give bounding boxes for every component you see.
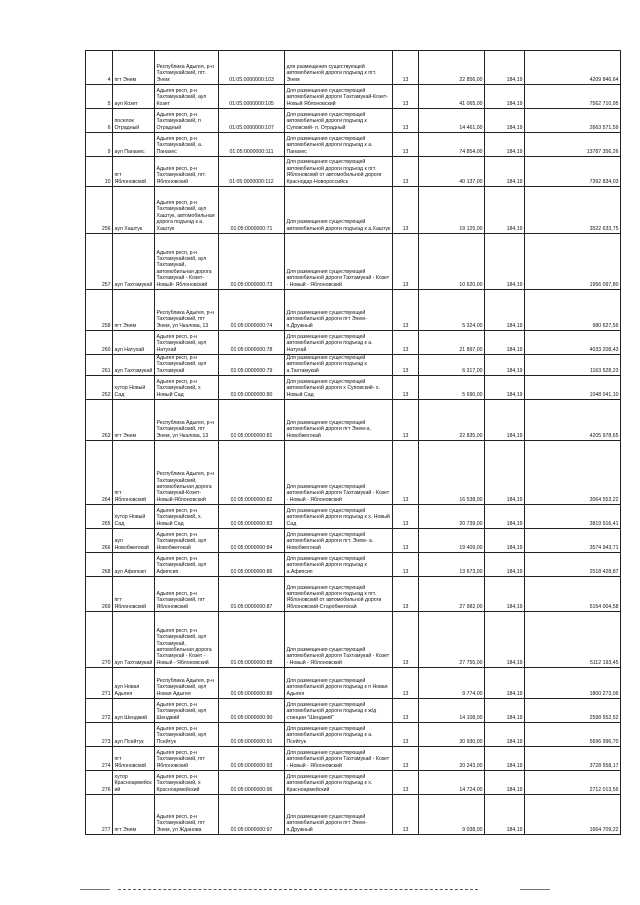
address-cell: Адыгея респ, р-н Тахтамукайский, х. Новый Сад xyxy=(155,505,219,529)
locality-cell: пгт Яблоновский xyxy=(113,157,155,187)
cadastral-number-cell: 01:05:0000000:73 xyxy=(219,234,285,290)
address-cell: Адыгея респ, р-н Тахтамукайский, пгт Яблоновский xyxy=(155,747,219,771)
category-code-cell: 13 xyxy=(393,723,419,747)
area-cell: 6 317,00 xyxy=(419,355,485,376)
cadastral-cost-cell: 5112 193,45 xyxy=(525,612,621,668)
cadastral-number-cell: 01:05:0000000:86 xyxy=(219,553,285,577)
cadastral-cost-cell: 1800 273,06 xyxy=(525,668,621,699)
purpose-cell: Для размещения существующей автомобильной дороги подъезд к а.Тахтамукай xyxy=(285,355,393,376)
cadastral-number-cell: 01:05:0000000:82 xyxy=(219,441,285,505)
category-code-cell: 13 xyxy=(393,795,419,835)
address-cell: Адыгея респ, р-н Тахтамукайский, х Красноармейский xyxy=(155,771,219,795)
cadastral-number-cell: 01:05:0000000:81 xyxy=(219,400,285,441)
purpose-cell: Для размещения существующей автомобильной дороги пгт Энем-п.Дружный xyxy=(285,290,393,331)
locality-cell: аул Афипсип xyxy=(113,553,155,577)
locality-cell: аул Натухай xyxy=(113,331,155,355)
rate-cell: 184,19 xyxy=(485,234,525,290)
rate-cell: 184,19 xyxy=(485,51,525,85)
category-code-cell: 13 xyxy=(393,699,419,723)
area-cell: 74 854,00 xyxy=(419,133,485,157)
category-code-cell: 13 xyxy=(393,331,419,355)
cadastral-cost-cell: 5696 996,70 xyxy=(525,723,621,747)
purpose-cell: Для размещения существующей автомобильной дороги подъезд к пгт. Яблоновский от автомобильной дороги Яблоновский-Старобжегокай xyxy=(285,577,393,612)
category-code-cell: 13 xyxy=(393,85,419,109)
cadastral-cost-cell: 7392 834,03 xyxy=(525,157,621,187)
category-code-cell: 13 xyxy=(393,133,419,157)
category-code-cell: 13 xyxy=(393,157,419,187)
table-row xyxy=(86,795,621,835)
cadastral-cost-cell: 3064 553,22 xyxy=(525,441,621,505)
locality-cell: аул Тахтамукай xyxy=(113,355,155,376)
cadastral-cost-cell: 4033 208,43 xyxy=(525,331,621,355)
category-code-cell: 13 xyxy=(393,441,419,505)
row-number-cell: 261 xyxy=(86,355,113,376)
locality-cell: хутор Новый Сад xyxy=(113,505,155,529)
cadastral-cost-cell: 7562 710,95 xyxy=(525,85,621,109)
locality-cell: аул Хаштук xyxy=(113,187,155,234)
purpose-cell: Для размещения существующей автомобильной дороги подъезд к п Новая Адыгея xyxy=(285,668,393,699)
table-row xyxy=(86,187,621,234)
table-row xyxy=(86,668,621,699)
rate-cell: 184,19 xyxy=(485,577,525,612)
row-number-cell: 268 xyxy=(86,553,113,577)
area-cell: 41 065,00 xyxy=(419,85,485,109)
cadastral-number-cell: 01:05:0000000:112 xyxy=(219,157,285,187)
purpose-cell: Для размещения существующей автомобильной дороги подъезд к а. Натухай xyxy=(285,331,393,355)
area-cell: 14 724,00 xyxy=(419,771,485,795)
purpose-cell: Для размещения существующей автомобильной дороги Тахтамукай - Козет - Новый - Яблоновский xyxy=(285,234,393,290)
row-number-cell: 260 xyxy=(86,331,113,355)
purpose-cell: Для размещения существующей автомобильной дороги подъезд к х. Красноармейский xyxy=(285,771,393,795)
purpose-cell: Для размещения существующей автомобильной дороги подъезд к Суповский- п. Отрадный xyxy=(285,109,393,133)
address-cell: Адыгея респ, р-н Тахтамукайский, аул Новобжегокай xyxy=(155,529,219,553)
purpose-cell: Для размещения существующей автомобильной дороги подъезд к х. Новый Сад xyxy=(285,505,393,529)
address-cell: Адыгея респ, р-н Тахтамукайский, аул Тахтамукай, автомобильная дорога Тахтамукай - Козет- Новый- Яблоновский xyxy=(155,234,219,290)
locality-cell: аул Псейтук xyxy=(113,723,155,747)
address-cell: Адыгея респ, р-н Тахтамукайский, аул Хаштук, автомобильная дорога подъезд к а. Хаштук xyxy=(155,187,219,234)
area-cell: 16 538,00 xyxy=(419,441,485,505)
row-number-cell: 270 xyxy=(86,612,113,668)
rate-cell: 184,19 xyxy=(485,723,525,747)
locality-cell: пгт Энем xyxy=(113,400,155,441)
rate-cell: 184,19 xyxy=(485,441,525,505)
locality-cell: поселок Отрадный xyxy=(113,109,155,133)
category-code-cell: 13 xyxy=(393,290,419,331)
cadastral-number-cell: 01:05:0000000:103 xyxy=(219,51,285,85)
cadastral-number-cell: 01:05:0000000:83 xyxy=(219,505,285,529)
table-row xyxy=(86,109,621,133)
cadastral-number-cell: 01:05:0000000:79 xyxy=(219,355,285,376)
row-number-cell: 256 xyxy=(86,187,113,234)
rate-cell: 184,19 xyxy=(485,355,525,376)
row-number-cell: 276 xyxy=(86,771,113,795)
category-code-cell: 13 xyxy=(393,505,419,529)
row-number-cell: 258 xyxy=(86,290,113,331)
locality-cell: аул Новая Адыгея xyxy=(113,668,155,699)
row-number-cell: 266 xyxy=(86,529,113,553)
area-cell: 13 673,00 xyxy=(419,553,485,577)
cadastral-cost-cell: 3574 943,71 xyxy=(525,529,621,553)
cadastral-cost-cell: 1664 709,22 xyxy=(525,795,621,835)
cadastral-cost-cell: 2598 552,52 xyxy=(525,699,621,723)
cadastral-cost-cell: 3522 633,75 xyxy=(525,187,621,234)
address-cell: Республика Адыгея, р-н Тахтамукайский, аул Новая Адыгея xyxy=(155,668,219,699)
cadastral-cost-cell: 5154 004,58 xyxy=(525,577,621,612)
address-cell: Республика Адыгея, р-н Тахтамукайский, пгт Энем, ул Чкалова, 13 xyxy=(155,290,219,331)
purpose-cell: Для размещения существующей автомобильной дороги пгт Энем-а. Новобжегокай xyxy=(285,400,393,441)
category-code-cell: 13 xyxy=(393,51,419,85)
area-cell: 9 038,00 xyxy=(419,795,485,835)
purpose-cell: Для размещения существующей автомобильной дороги подъезд к а. Псейтук xyxy=(285,723,393,747)
cadastral-cost-cell: 3728 558,17 xyxy=(525,747,621,771)
table-row xyxy=(86,290,621,331)
cadastral-cost-cell: 2712 013,56 xyxy=(525,771,621,795)
rate-cell: 184,19 xyxy=(485,109,525,133)
rate-cell: 184,19 xyxy=(485,290,525,331)
category-code-cell: 13 xyxy=(393,355,419,376)
row-number-cell: 265 xyxy=(86,505,113,529)
purpose-cell: Для размещения существующей автомобильной дороги подъезд к а.Афипсип xyxy=(285,553,393,577)
locality-cell: пгт Яблоновский xyxy=(113,747,155,771)
cadastral-cost-cell: 3819 916,41 xyxy=(525,505,621,529)
table-row xyxy=(86,441,621,505)
cadastral-cost-cell: 1956 097,80 xyxy=(525,234,621,290)
row-number-cell: 277 xyxy=(86,795,113,835)
cadastral-cost-cell: 4209 846,64 xyxy=(525,51,621,85)
area-cell: 5 690,00 xyxy=(419,376,485,400)
table-body xyxy=(86,51,621,835)
cadastral-number-cell: 01:05:0000000:89 xyxy=(219,668,285,699)
table-row xyxy=(86,331,621,355)
locality-cell: аул Тахтамукай xyxy=(113,234,155,290)
cadastral-number-cell: 01:05:0000000:80 xyxy=(219,376,285,400)
row-number-cell: 272 xyxy=(86,699,113,723)
cadastral-cost-cell: 2518 428,87 xyxy=(525,553,621,577)
rate-cell: 184,19 xyxy=(485,747,525,771)
cadastral-number-cell: 01:05:0000000:97 xyxy=(219,795,285,835)
purpose-cell: Для размещения существующей автомобильной дороги пгт Энем-п.Дружный xyxy=(285,795,393,835)
purpose-cell: Для размещения существующей автомобильной дороги подъезд к пгт. Яблоновский от автомобильной дороги Краснодар-Новороссийск xyxy=(285,157,393,187)
row-number-cell: 257 xyxy=(86,234,113,290)
cadastral-number-cell: 01:05:0000000:111 xyxy=(219,133,285,157)
category-code-cell: 13 xyxy=(393,529,419,553)
cadastral-number-cell: 01:05:0000000:96 xyxy=(219,771,285,795)
table-row xyxy=(86,723,621,747)
area-cell: 22 856,00 xyxy=(419,51,485,85)
footer-mark-right xyxy=(520,889,550,890)
cadastral-number-cell: 01:05:0000000:87 xyxy=(219,577,285,612)
rate-cell: 184,19 xyxy=(485,529,525,553)
category-code-cell: 13 xyxy=(393,747,419,771)
area-cell: 21 897,00 xyxy=(419,331,485,355)
purpose-cell: Для размещения существующей автомобильной дороги пгт. Энем- а. Новобжегокай xyxy=(285,529,393,553)
address-cell: Адыгея респ, р-н Тахтамукайский, аул Афипсип xyxy=(155,553,219,577)
address-cell: Республика Адыгея, р-н Тахтамукайский, автомобильная дорога Тахтамукай-Козет-Новый-Яблоновский xyxy=(155,441,219,505)
category-code-cell: 13 xyxy=(393,187,419,234)
purpose-cell: Для размещения существующей автомобильной дороги Тахтамукай - Козет - Новый - Яблоновский xyxy=(285,747,393,771)
rate-cell: 184,19 xyxy=(485,505,525,529)
locality-cell: пгт Яблоновский xyxy=(113,577,155,612)
locality-cell: пгт Энем xyxy=(113,795,155,835)
table-row xyxy=(86,747,621,771)
area-cell: 20 243,00 xyxy=(419,747,485,771)
land-plots-table xyxy=(85,50,621,835)
table-row xyxy=(86,553,621,577)
table-row xyxy=(86,376,621,400)
locality-cell: аул Шенджий xyxy=(113,699,155,723)
locality-cell: аул Тахтамукай xyxy=(113,612,155,668)
footer-mark-left xyxy=(80,889,110,890)
area-cell: 14 108,00 xyxy=(419,699,485,723)
category-code-cell: 13 xyxy=(393,376,419,400)
rate-cell: 184,19 xyxy=(485,331,525,355)
cadastral-number-cell: 01:05:0000000:107 xyxy=(219,109,285,133)
area-cell: 9 774,00 xyxy=(419,668,485,699)
address-cell: Адыгея респ, р-н Тахтамукайский, пгт Энем, ул Жданова xyxy=(155,795,219,835)
table-row xyxy=(86,355,621,376)
footer-divider xyxy=(118,889,478,890)
cadastral-number-cell: 01:05:0000000:90 xyxy=(219,699,285,723)
area-cell: 27 755,00 xyxy=(419,612,485,668)
locality-cell: пгт Яблоновский xyxy=(113,441,155,505)
rate-cell: 184,19 xyxy=(485,612,525,668)
table-row xyxy=(86,51,621,85)
address-cell: Адыгея респ, р-н Тахтамукайский, аул Натухай xyxy=(155,331,219,355)
cadastral-cost-cell: 1048 041,10 xyxy=(525,376,621,400)
row-number-cell: 10 xyxy=(86,157,113,187)
address-cell: Адыгея респ, р-н Тахтамукайский, пгт Яблоновский xyxy=(155,577,219,612)
cadastral-number-cell: 01:05:0000000:88 xyxy=(219,612,285,668)
purpose-cell: Для размещения существующей автомобильной дороги подъезд к ж/д станции "Шенджий" xyxy=(285,699,393,723)
rate-cell: 184,19 xyxy=(485,795,525,835)
locality-cell: пгт Энем xyxy=(113,290,155,331)
table-row xyxy=(86,577,621,612)
rate-cell: 184,19 xyxy=(485,85,525,109)
table-row xyxy=(86,85,621,109)
address-cell: Адыгея респ, р-н Тахтамукайский, а. Панахес xyxy=(155,133,219,157)
cadastral-cost-cell: 1163 528,23 xyxy=(525,355,621,376)
address-cell: Адыгея респ, р-н Тахтамукайский, аул Тахтамукай xyxy=(155,355,219,376)
purpose-cell: Для размещения существующей автомобильной дороги Тахтамукай-Козет-Новый Яблоновский xyxy=(285,85,393,109)
rate-cell: 184,19 xyxy=(485,400,525,441)
category-code-cell: 13 xyxy=(393,400,419,441)
row-number-cell: 6 xyxy=(86,109,113,133)
rate-cell: 184,19 xyxy=(485,187,525,234)
cadastral-number-cell: 01:05:0000000:93 xyxy=(219,747,285,771)
locality-cell: аул Козет xyxy=(113,85,155,109)
table-row xyxy=(86,529,621,553)
row-number-cell: 5 xyxy=(86,85,113,109)
category-code-cell: 13 xyxy=(393,612,419,668)
category-code-cell: 13 xyxy=(393,668,419,699)
row-number-cell: 273 xyxy=(86,723,113,747)
address-cell: Адыгея респ, р-н Тахтамукайский, аул Тахтамукай, автомобильная дорога Тахтамукай - Козет - Новый - Яблоновский xyxy=(155,612,219,668)
area-cell: 22 835,00 xyxy=(419,400,485,441)
table-row xyxy=(86,400,621,441)
locality-cell: хутор Новый Сад xyxy=(113,376,155,400)
table-row xyxy=(86,699,621,723)
cadastral-cost-cell: 13787 356,26 xyxy=(525,133,621,157)
area-cell: 14 461,00 xyxy=(419,109,485,133)
area-cell: 40 137,00 xyxy=(419,157,485,187)
locality-cell: аул Панахес xyxy=(113,133,155,157)
row-number-cell: 262 xyxy=(86,376,113,400)
table-row xyxy=(86,234,621,290)
address-cell: Адыгея респ, р-н Тахтамукайский, х Новый Сад xyxy=(155,376,219,400)
table-row xyxy=(86,771,621,795)
row-number-cell: 271 xyxy=(86,668,113,699)
rate-cell: 184,19 xyxy=(485,771,525,795)
cadastral-cost-cell: 4205 978,65 xyxy=(525,400,621,441)
row-number-cell: 9 xyxy=(86,133,113,157)
cadastral-number-cell: 01:05:0000000:91 xyxy=(219,723,285,747)
row-number-cell: 269 xyxy=(86,577,113,612)
address-cell: Адыгея респ, р-н Тахтамукайский, аул Козет xyxy=(155,85,219,109)
cadastral-cost-cell: 2663 571,59 xyxy=(525,109,621,133)
row-number-cell: 274 xyxy=(86,747,113,771)
rate-cell: 184,19 xyxy=(485,668,525,699)
table-row xyxy=(86,157,621,187)
area-cell: 27 982,00 xyxy=(419,577,485,612)
rate-cell: 184,19 xyxy=(485,157,525,187)
purpose-cell: Для размещения существующей автомобильной дороги х Суповский- х. Новый Сад xyxy=(285,376,393,400)
rate-cell: 184,19 xyxy=(485,376,525,400)
address-cell: Адыгея респ, р-н Тахтамукайский, аул Шенджий xyxy=(155,699,219,723)
cadastral-number-cell: 01:05:0000000:71 xyxy=(219,187,285,234)
purpose-cell: Для размещения существующей автомобильной дороги подъезд к а.Хаштук xyxy=(285,187,393,234)
area-cell: 19 409,00 xyxy=(419,529,485,553)
purpose-cell: Для размещения существующей автомобильной дороги подъезд к а. Панахес xyxy=(285,133,393,157)
purpose-cell: Для размещения существующей автомобильной дороги Тахтамукай - Козет - Новый - Яблоновский xyxy=(285,612,393,668)
address-cell: Республика Адыгея, р-н Тахтамукайский, пгт Энем, ул Чкалова, 13 xyxy=(155,400,219,441)
rate-cell: 184,19 xyxy=(485,133,525,157)
address-cell: Адыгея респ, р-н Тахтамукайский, аул Псейтук xyxy=(155,723,219,747)
cadastral-number-cell: 01:05:0000000:84 xyxy=(219,529,285,553)
table-row xyxy=(86,505,621,529)
address-cell: Адыгея респ, р-н Тахтамукайский, пгт. Яблоновский xyxy=(155,157,219,187)
area-cell: 30 930,00 xyxy=(419,723,485,747)
area-cell: 20 739,00 xyxy=(419,505,485,529)
category-code-cell: 13 xyxy=(393,577,419,612)
row-number-cell: 264 xyxy=(86,441,113,505)
area-cell: 10 620,00 xyxy=(419,234,485,290)
locality-cell: аул Новобжегокай xyxy=(113,529,155,553)
rate-cell: 184,19 xyxy=(485,699,525,723)
cadastral-number-cell: 01:05:0000000:74 xyxy=(219,290,285,331)
category-code-cell: 13 xyxy=(393,553,419,577)
locality-cell: пгт Энем xyxy=(113,51,155,85)
cadastral-number-cell: 01:05:0000000:105 xyxy=(219,85,285,109)
category-code-cell: 13 xyxy=(393,109,419,133)
cadastral-cost-cell: 980 627,56 xyxy=(525,290,621,331)
area-cell: 19 125,00 xyxy=(419,187,485,234)
table-row xyxy=(86,133,621,157)
category-code-cell: 13 xyxy=(393,771,419,795)
rate-cell: 184,19 xyxy=(485,553,525,577)
purpose-cell: Для размещения существующей автомобильной дороги Тахтамукай - Козет - Новый - Яблоновский xyxy=(285,441,393,505)
locality-cell: хутор Красноармейский xyxy=(113,771,155,795)
table-row xyxy=(86,612,621,668)
address-cell: Республика Адыгея, р-н Тахтамукайский, пгт. Энем xyxy=(155,51,219,85)
address-cell: Адыгея респ, р-н Тахтамукайский, п Отрадный xyxy=(155,109,219,133)
row-number-cell: 4 xyxy=(86,51,113,85)
purpose-cell: для размещения существующей автомобильной дороги подъезд к пгт. Энем xyxy=(285,51,393,85)
row-number-cell: 263 xyxy=(86,400,113,441)
category-code-cell: 13 xyxy=(393,234,419,290)
area-cell: 5 324,00 xyxy=(419,290,485,331)
cadastral-number-cell: 01:05:0000000:78 xyxy=(219,331,285,355)
